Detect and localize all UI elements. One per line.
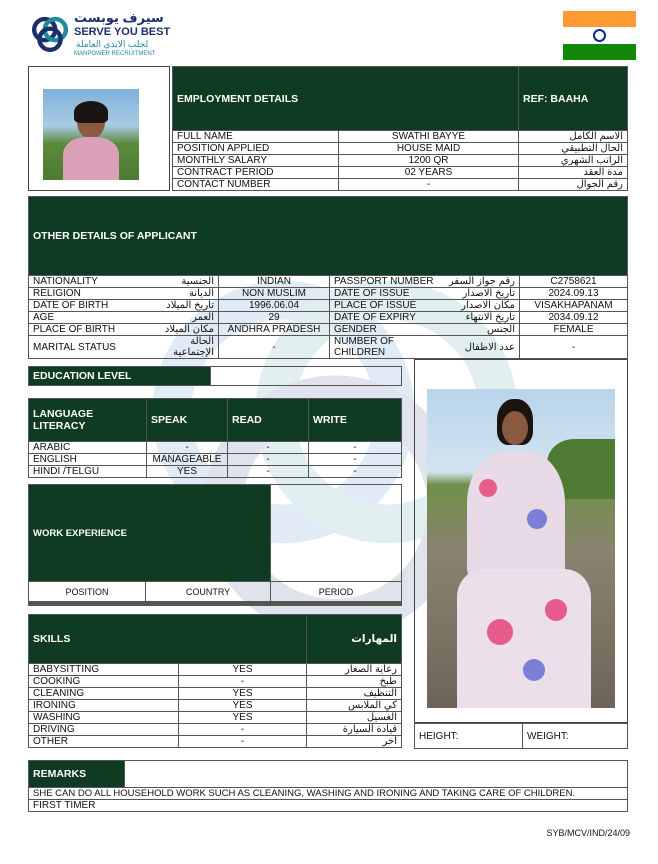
field-label: PASSPORT NUMBER [330, 276, 440, 288]
skill-value: - [179, 736, 307, 748]
read-header: READ [228, 399, 309, 442]
field-label-ar: رقم الجوال [519, 179, 628, 191]
field-label-ar: رقم جواز السفر [440, 276, 520, 288]
details-row [29, 288, 628, 300]
skill-row [29, 736, 402, 748]
skill-row [29, 664, 402, 676]
contract-period-value: 02 YEARS [339, 167, 519, 179]
skill-name-ar: كي الملابس [307, 700, 402, 712]
language-literacy-header: LANGUAGE LITERACY [29, 399, 147, 442]
skill-name-ar: طبخ [307, 676, 402, 688]
field-label: PLACE OF ISSUE [330, 300, 440, 312]
field-label-ar: تاريخ الانتهاء [440, 312, 520, 324]
language-name: ARABIC [29, 442, 147, 454]
field-label-ar: الجنسية [147, 276, 219, 288]
field-label-ar: مدة العقد [519, 167, 628, 179]
weight-label: WEIGHT: [523, 724, 628, 749]
field-label: POSITION APPLIED [173, 143, 339, 155]
field-label-ar: الديانة [147, 288, 219, 300]
skill-value: YES [179, 688, 307, 700]
employment-row [173, 179, 628, 191]
skill-value: YES [179, 700, 307, 712]
write-level: - [309, 466, 402, 478]
full-name-value: SWATHI BAYYE [339, 131, 519, 143]
field-label: PLACE OF BIRTH [29, 324, 147, 336]
skill-name-ar: التنظيف [307, 688, 402, 700]
other-details-title: OTHER DETAILS OF APPLICANT [29, 197, 628, 276]
logo-knot-icon [28, 12, 72, 56]
employment-row [173, 167, 628, 179]
language-row [29, 466, 402, 478]
date-of-expiry-value: 2034.09.12 [520, 312, 628, 324]
position-header: POSITION [29, 582, 146, 602]
language-name: HINDI /TELGU [29, 466, 147, 478]
employment-details-title: EMPLOYMENT DETAILS [173, 67, 519, 131]
details-row [29, 324, 628, 336]
details-row [29, 336, 628, 359]
details-row [29, 276, 628, 288]
skill-name: BABYSITTING [29, 664, 179, 676]
skill-value: YES [179, 712, 307, 724]
write-level: - [309, 442, 402, 454]
place-of-birth-value: ANDHRA PRADESH [219, 324, 330, 336]
company-logo [28, 10, 188, 62]
skill-name-ar: قيادة السيارة [307, 724, 402, 736]
field-label: CONTRACT PERIOD [173, 167, 339, 179]
read-level: - [228, 442, 309, 454]
date-of-birth-value: 1996.06.04 [219, 300, 330, 312]
field-label: FULL NAME [173, 131, 339, 143]
field-label-ar: عدد الاطفال [440, 336, 520, 359]
skill-row [29, 700, 402, 712]
skill-name-ar: الغسيل [307, 712, 402, 724]
speak-header: SPEAK [147, 399, 228, 442]
language-row [29, 454, 402, 466]
place-of-issue-value: VISAKHAPANAM [520, 300, 628, 312]
height-label: HEIGHT: [415, 724, 523, 749]
passport-number-value: C2758621 [520, 276, 628, 288]
reference-code: REF: BAAHA [519, 67, 628, 131]
logo-arabic-name: سيرف يوبست [74, 10, 164, 25]
language-row [29, 442, 402, 454]
date-of-issue-value: 2024.09.13 [520, 288, 628, 300]
religion-value: NON MUSLIM [219, 288, 330, 300]
remarks-text: SHE CAN DO ALL HOUSEHOLD WORK SUCH AS CLEANING, WASHING AND IRONING AND TAKING CARE OF CHILDREN. [29, 788, 628, 800]
ashoka-chakra-icon [593, 29, 606, 42]
field-label: GENDER [330, 324, 440, 336]
field-label: MARITAL STATUS [29, 336, 147, 359]
speak-level: MANAGEABLE [147, 454, 228, 466]
field-label: DATE OF ISSUE [330, 288, 440, 300]
skills-title: SKILLS [29, 615, 307, 664]
work-row [29, 605, 402, 606]
skill-row [29, 712, 402, 724]
india-flag [563, 11, 636, 60]
marital-status-value: - [219, 336, 330, 359]
applicant-photo-full [427, 389, 615, 708]
skill-name: DRIVING [29, 724, 179, 736]
skill-value: YES [179, 664, 307, 676]
document-code: SYB/MCV/IND/24/09 [546, 828, 630, 838]
field-label-ar: مكان الاصدار [440, 300, 520, 312]
field-label-ar: الحال التطبيقي [519, 143, 628, 155]
applicant-photo-small [43, 89, 139, 180]
speak-level: - [147, 442, 228, 454]
education-level-title: EDUCATION LEVEL [29, 367, 211, 386]
small-photo-frame [28, 66, 170, 191]
large-photo-frame [414, 359, 628, 723]
work-experience-title: WORK EXPERIENCE [29, 485, 271, 582]
salary-value: 1200 QR [339, 155, 519, 167]
field-label-ar: تاريخ الاصدار [440, 288, 520, 300]
logo-arabic-subtitle: لجلب الايدي العاملة [76, 39, 149, 49]
country-header: COUNTRY [146, 582, 271, 602]
field-label: AGE [29, 312, 147, 324]
age-value: 29 [219, 312, 330, 324]
remarks-note: FIRST TIMER [29, 800, 628, 812]
skills-title-ar: المهارات [307, 615, 402, 664]
details-row [29, 312, 628, 324]
employment-row [173, 131, 628, 143]
field-label-ar: مكان الميلاد [147, 324, 219, 336]
field-label: DATE OF BIRTH [29, 300, 147, 312]
education-level-value [211, 367, 402, 386]
remarks-title: REMARKS [29, 761, 125, 788]
period-header: PERIOD [271, 582, 402, 602]
skill-name-ar: اخر [307, 736, 402, 748]
skill-value: - [179, 676, 307, 688]
details-row [29, 300, 628, 312]
write-header: WRITE [309, 399, 402, 442]
field-label: RELIGION [29, 288, 147, 300]
logo-english-subtitle: MANPOWER RECRUITMENT [74, 51, 156, 57]
field-label: MONTHLY SALARY [173, 155, 339, 167]
employment-row [173, 155, 628, 167]
skill-value: - [179, 724, 307, 736]
field-label-ar: الحالة الإجتماعية [147, 336, 219, 359]
skill-name: COOKING [29, 676, 179, 688]
speak-level: YES [147, 466, 228, 478]
field-label: NUMBER OF CHILDREN [330, 336, 440, 359]
skill-name-ar: رعاية الصغار [307, 664, 402, 676]
field-label-ar: الاسم الكامل [519, 131, 628, 143]
skill-row [29, 676, 402, 688]
skill-name: WASHING [29, 712, 179, 724]
field-label-ar: الراتب الشهري [519, 155, 628, 167]
skill-row [29, 724, 402, 736]
field-label-ar: العمر [147, 312, 219, 324]
gender-value: FEMALE [520, 324, 628, 336]
read-level: - [228, 466, 309, 478]
skill-name: IRONING [29, 700, 179, 712]
logo-english-name: SERVE YOU BEST [74, 26, 171, 38]
nationality-value: INDIAN [219, 276, 330, 288]
field-label-ar: تاريخ الميلاد [147, 300, 219, 312]
write-level: - [309, 454, 402, 466]
language-name: ENGLISH [29, 454, 147, 466]
field-label: DATE OF EXPIRY [330, 312, 440, 324]
skill-name: OTHER [29, 736, 179, 748]
skill-row [29, 688, 402, 700]
field-label-ar: الجنس [440, 324, 520, 336]
employment-row [173, 143, 628, 155]
position-value: HOUSE MAID [339, 143, 519, 155]
field-label: CONTACT NUMBER [173, 179, 339, 191]
contact-number-value: - [339, 179, 519, 191]
read-level: - [228, 454, 309, 466]
field-label: NATIONALITY [29, 276, 147, 288]
number-of-children-value: - [520, 336, 628, 359]
skill-name: CLEANING [29, 688, 179, 700]
